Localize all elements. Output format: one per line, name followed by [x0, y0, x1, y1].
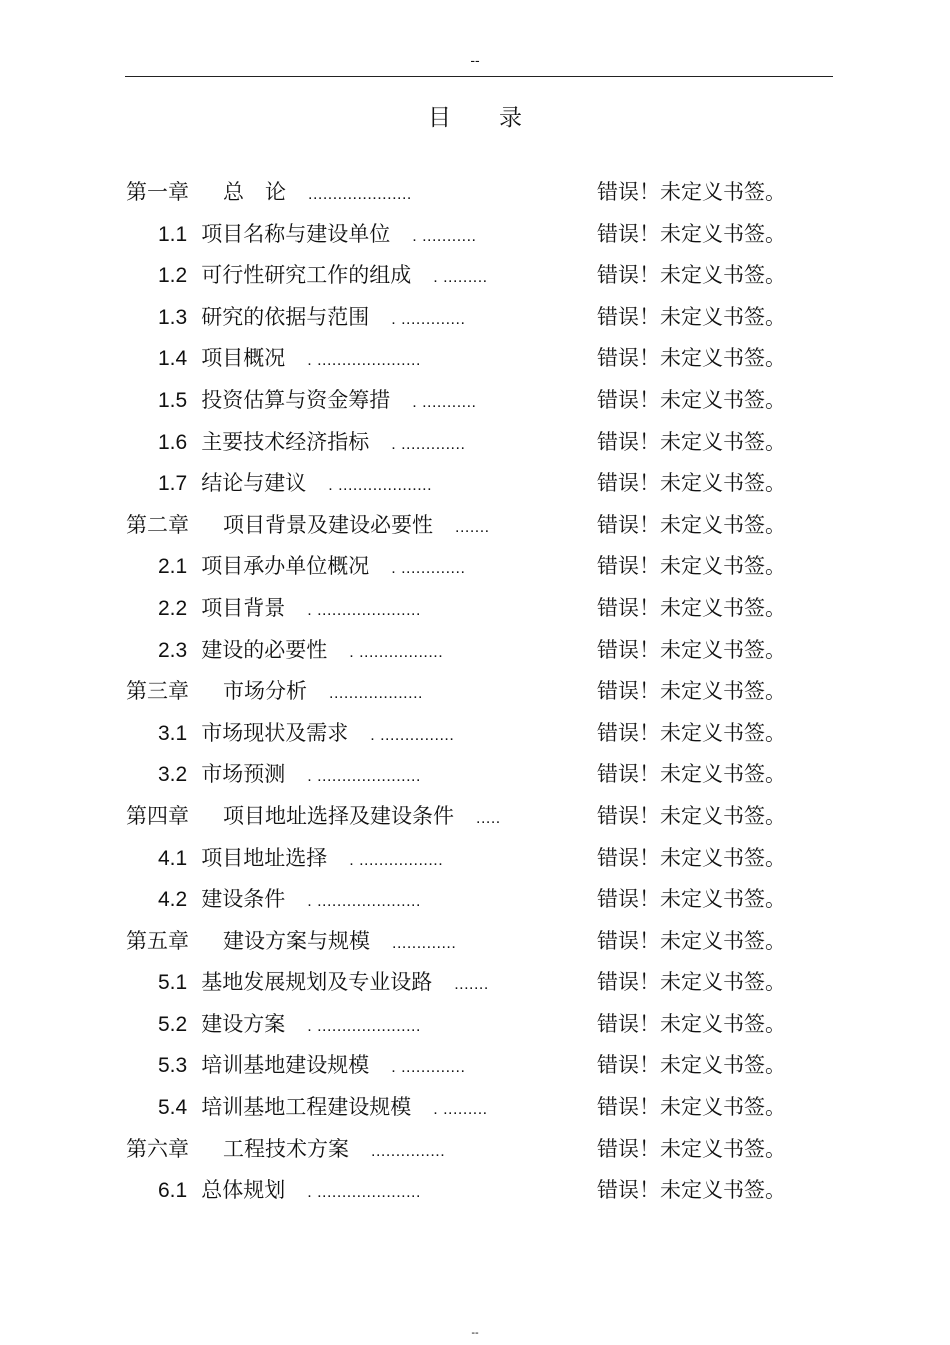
toc-entry-title: 结论与建议 [201, 471, 307, 496]
toc-section-entry[interactable] [0, 630, 950, 672]
toc-section-number: 5.3 [158, 1054, 188, 1078]
toc-section-number: 5.2 [158, 1012, 188, 1036]
toc-dot-leader: . ..................... [307, 1184, 421, 1202]
toc-entry-title: 工程技术方案 [223, 1136, 349, 1161]
toc-entry-title: 可行性研究工作的组成 [201, 263, 412, 288]
toc-dot-leader: . ............. [391, 435, 466, 453]
toc-section-number: 4.2 [158, 888, 188, 912]
toc-entry-title: 项目地址选择及建设条件 [223, 803, 454, 828]
toc-page-reference: 错误！未定义书签。 [597, 221, 786, 246]
toc-entry-heading [158, 879, 421, 923]
toc-page-reference: 错误！未定义书签。 [597, 180, 786, 204]
toc-page-reference: 错误！未定义书签。 [597, 679, 786, 704]
table-of-contents [0, 172, 950, 1212]
toc-dot-leader: . ..................... [307, 1017, 421, 1035]
toc-page-reference: 错误！未定义书签。 [597, 1011, 786, 1036]
toc-dot-leader: . ..................... [307, 893, 421, 911]
toc-page-reference: 错误！未定义书签。 [597, 1136, 786, 1161]
toc-chapter-label: 第三章 [126, 679, 189, 704]
toc-entry-title: 基地发展规划及专业设路 [201, 970, 433, 995]
toc-entry-title: 建设方案与规模 [223, 928, 370, 953]
toc-entry-title: 市场分析 [223, 679, 307, 704]
toc-section-entry[interactable] [0, 838, 950, 880]
toc-entry-heading [158, 838, 443, 882]
toc-page-reference: 错误！未定义书签。 [597, 1095, 786, 1120]
toc-page-reference: 错误！未定义书签。 [597, 1053, 786, 1078]
toc-chapter-label: 第六章 [126, 1136, 189, 1161]
toc-dot-leader: . ..................... [307, 768, 421, 786]
toc-page-reference: 错误！未定义书签。 [597, 554, 786, 579]
toc-dot-leader: ............... [371, 1142, 446, 1160]
toc-entry-heading [158, 297, 465, 341]
toc-entry-title: 项目背景及建设必要性 [223, 512, 433, 537]
toc-entry-title: 项目概况 [201, 346, 286, 371]
toc-entry-heading [158, 1045, 465, 1089]
toc-dot-leader: ............. [392, 934, 457, 952]
toc-entry-heading [126, 172, 412, 216]
toc-section-number: 6.1 [158, 1179, 188, 1203]
toc-dot-leader: ....... [455, 518, 490, 536]
toc-dot-leader: ..................... [308, 186, 412, 203]
title-char-1: 目 [428, 105, 451, 131]
toc-entry-heading [158, 962, 489, 1006]
toc-chapter-entry[interactable] [0, 1129, 950, 1171]
toc-section-number: 4.1 [158, 846, 188, 870]
toc-dot-leader: . ......... [433, 1101, 488, 1119]
toc-entry-title: 主要技术经济指标 [201, 429, 370, 454]
toc-page-reference: 错误！未定义书签。 [597, 471, 786, 496]
toc-entry-title: 建设方案 [201, 1011, 286, 1036]
toc-entry-heading [158, 713, 454, 757]
toc-section-entry[interactable] [0, 546, 950, 588]
toc-section-entry[interactable] [0, 754, 950, 796]
toc-entry-heading [158, 630, 443, 674]
toc-entry-heading [158, 380, 477, 424]
toc-entry-title: 总 论 [223, 180, 286, 204]
toc-entry-heading [158, 1170, 421, 1214]
toc-section-entry[interactable] [0, 338, 950, 380]
toc-entry-heading [158, 588, 421, 632]
toc-entry-title: 项目背景 [201, 595, 286, 620]
toc-entry-heading [158, 463, 432, 507]
toc-section-entry[interactable] [0, 1004, 950, 1046]
header-divider [125, 76, 833, 77]
toc-section-entry[interactable] [0, 588, 950, 630]
toc-page-reference: 错误！未定义书签。 [597, 429, 786, 454]
toc-entry-title: 建设条件 [201, 887, 286, 912]
toc-chapter-label: 第五章 [126, 928, 189, 953]
toc-chapter-entry[interactable] [0, 921, 950, 963]
toc-page-reference: 错误！未定义书签。 [597, 387, 786, 412]
toc-page-reference: 错误！未定义书签。 [597, 762, 786, 787]
toc-entry-heading [126, 505, 490, 549]
toc-section-number: 1.7 [158, 472, 188, 496]
toc-chapter-entry[interactable] [0, 172, 950, 214]
toc-chapter-entry[interactable] [0, 671, 950, 713]
toc-page-reference: 错误！未定义书签。 [597, 887, 786, 912]
title-char-2: 录 [499, 105, 522, 131]
toc-dot-leader: ..... [476, 809, 501, 827]
toc-entry-heading [158, 754, 421, 798]
toc-dot-leader: . ............. [391, 1059, 466, 1077]
toc-page-reference: 错误！未定义书签。 [597, 970, 786, 995]
toc-section-number: 2.1 [158, 555, 188, 579]
toc-page-reference: 错误！未定义书签。 [597, 263, 786, 288]
toc-page-reference: 错误！未定义书签。 [597, 928, 786, 953]
toc-section-entry[interactable] [0, 463, 950, 505]
toc-section-number: 2.2 [158, 596, 188, 620]
toc-section-entry[interactable] [0, 962, 950, 1004]
toc-entry-heading [158, 214, 477, 258]
toc-section-number: 1.5 [158, 388, 188, 412]
toc-section-number: 5.1 [158, 971, 188, 995]
toc-entry-title: 市场现状及需求 [201, 720, 349, 745]
toc-entry-title: 项目承办单位概况 [201, 554, 370, 579]
toc-dot-leader: . ................... [328, 477, 433, 495]
toc-entry-title: 投资估算与资金筹措 [201, 387, 391, 412]
page-title [0, 103, 950, 133]
toc-dot-leader: . ........... [412, 393, 477, 411]
toc-dot-leader: . ............... [370, 726, 455, 744]
toc-entry-heading [126, 796, 501, 840]
toc-section-entry[interactable] [0, 879, 950, 921]
toc-entry-title: 总体规划 [201, 1178, 286, 1203]
toc-section-entry[interactable] [0, 380, 950, 422]
toc-dot-leader: ....... [454, 976, 489, 994]
toc-section-number: 3.1 [158, 721, 188, 745]
toc-section-entry[interactable] [0, 1045, 950, 1087]
toc-page-reference: 错误！未定义书签。 [597, 1178, 786, 1203]
toc-chapter-entry[interactable] [0, 505, 950, 547]
toc-section-number: 1.3 [158, 305, 188, 329]
toc-entry-title: 建设的必要性 [201, 637, 328, 662]
toc-page-reference: 错误！未定义书签。 [597, 720, 786, 745]
toc-entry-heading [158, 1087, 488, 1131]
toc-dot-leader: . ................. [349, 643, 444, 661]
toc-section-entry[interactable] [0, 713, 950, 755]
toc-dot-leader: . ......... [433, 269, 488, 287]
toc-entry-title: 培训基地工程建设规模 [201, 1095, 412, 1120]
toc-dot-leader: . ..................... [307, 352, 421, 370]
toc-section-number: 2.3 [158, 638, 188, 662]
toc-section-number: 1.1 [158, 222, 188, 246]
toc-page-reference: 错误！未定义书签。 [597, 803, 786, 828]
toc-entry-title: 市场预测 [201, 762, 286, 787]
toc-chapter-label: 第二章 [126, 512, 189, 537]
toc-section-number: 5.4 [158, 1096, 188, 1120]
page-footer-mark: -- [471, 1327, 479, 1339]
toc-page-reference: 错误！未定义书签。 [597, 346, 786, 371]
toc-dot-leader: . ............. [391, 560, 466, 578]
toc-section-number: 1.2 [158, 264, 188, 288]
toc-page-reference: 错误！未定义书签。 [597, 304, 786, 329]
toc-entry-heading [158, 422, 465, 466]
toc-dot-leader: . ........... [412, 227, 477, 245]
toc-entry-title: 研究的依据与范围 [201, 304, 370, 329]
toc-dot-leader: ................... [329, 685, 423, 703]
toc-page-reference: 错误！未定义书签。 [597, 845, 786, 870]
toc-entry-heading [126, 921, 456, 965]
toc-section-entry[interactable] [0, 422, 950, 464]
toc-entry-heading [158, 1004, 421, 1048]
toc-entry-heading [158, 338, 421, 382]
toc-section-entry[interactable] [0, 1170, 950, 1212]
toc-dot-leader: . ..................... [307, 601, 421, 619]
toc-section-entry[interactable] [0, 1087, 950, 1129]
page-header-mark: -- [470, 52, 480, 68]
toc-chapter-entry[interactable] [0, 796, 950, 838]
toc-entry-heading [158, 546, 465, 590]
toc-entry-title: 项目名称与建设单位 [201, 221, 391, 246]
toc-section-number: 1.6 [158, 430, 188, 454]
toc-entry-heading [126, 671, 423, 715]
toc-section-number: 1.4 [158, 347, 188, 371]
toc-page-reference: 错误！未定义书签。 [597, 595, 786, 620]
toc-entry-title: 项目地址选择 [201, 845, 328, 870]
toc-chapter-label: 第一章 [126, 180, 189, 204]
toc-chapter-label: 第四章 [126, 803, 189, 828]
toc-section-entry[interactable] [0, 214, 950, 256]
toc-entry-title: 培训基地建设规模 [201, 1053, 370, 1078]
toc-dot-leader: . ............. [391, 310, 466, 328]
toc-section-number: 3.2 [158, 763, 188, 787]
toc-section-entry[interactable] [0, 255, 950, 297]
toc-page-reference: 错误！未定义书签。 [597, 512, 786, 537]
toc-entry-heading [158, 255, 488, 299]
toc-page-reference: 错误！未定义书签。 [597, 637, 786, 662]
toc-entry-heading [126, 1129, 445, 1173]
toc-dot-leader: . ................. [349, 851, 444, 869]
toc-section-entry[interactable] [0, 297, 950, 339]
